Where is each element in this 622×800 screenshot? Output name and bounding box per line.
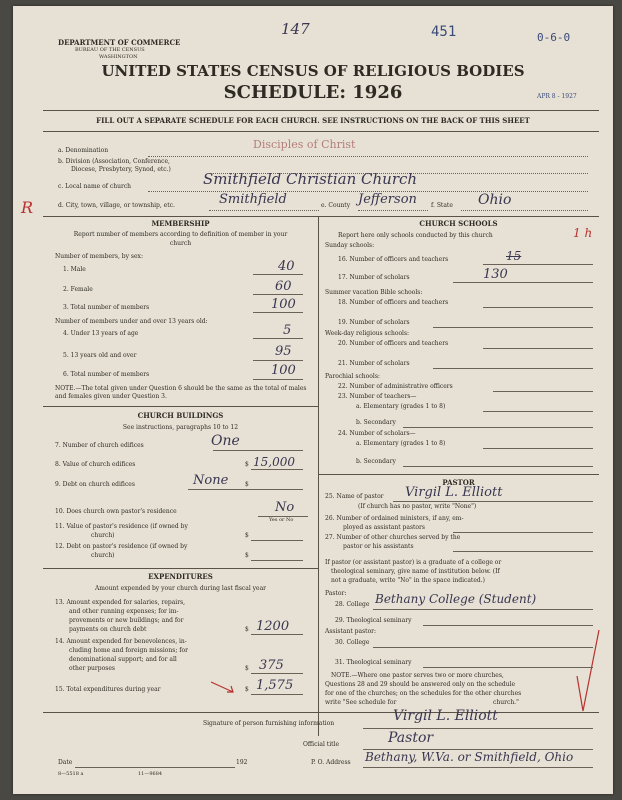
q13-label-3: provements or new buildings; and for	[69, 617, 184, 624]
county-label: e. County	[321, 202, 351, 209]
date-year: 192	[236, 759, 248, 766]
q9-dollar: $	[245, 481, 249, 488]
q14-label-3: denominational support; and for all	[69, 656, 177, 663]
census-schedule-page	[13, 6, 613, 794]
state-label: f. State	[431, 202, 453, 209]
q3-label: 3. Total number of members	[63, 304, 150, 311]
church-name-value: Smithfield Christian Church	[203, 170, 418, 188]
q16-value: 15	[506, 249, 522, 263]
q20-label: 20. Number of officers and teachers	[338, 340, 449, 347]
q13-label: 13. Amount expended for salaries, repairs,	[55, 599, 186, 606]
q2-label: 2. Female	[63, 286, 93, 293]
po-address-value: Bethany, W.Va. or Smithfield, Ohio	[365, 750, 574, 764]
q27-label: 27. Number of other churches served by the	[325, 534, 461, 541]
q3-value: 100	[271, 297, 296, 312]
vacation-schools-label: Summer vacation Bible schools:	[325, 289, 423, 296]
q24b-label: b. Secondary	[356, 458, 396, 465]
q8-value: 15,000	[253, 455, 295, 469]
city-value: Smithfield	[219, 192, 287, 207]
q26-label: 26. Number of ordained ministers, if any, em-	[325, 515, 464, 522]
weekday-schools-label: Week-day religious schools:	[325, 330, 410, 337]
q8-label: 8. Value of church edifices	[55, 461, 136, 468]
q28-label: 28. College	[335, 601, 370, 608]
signature-value: Virgil L. Elliott	[393, 708, 498, 724]
q12-label-2: church)	[91, 552, 115, 559]
q11-dollar: $	[245, 532, 249, 539]
city-label: WASHINGTON	[99, 54, 138, 60]
buildings-title: CHURCH BUILDINGS	[137, 411, 224, 420]
buildings-sub: See instructions, paragraphs 10 to 12	[122, 424, 239, 431]
q21-label: 21. Number of scholars	[338, 360, 410, 367]
q9-value: None	[193, 473, 229, 488]
q5-label: 5. 13 years old and over	[63, 352, 137, 359]
q30-label: 30. College	[335, 639, 370, 646]
q25-value: Virgil L. Elliott	[405, 485, 503, 500]
pastor-sub-label: Pastor:	[325, 590, 347, 597]
q11-label-2: church)	[91, 532, 115, 539]
schools-title: CHURCH SCHOOLS	[419, 219, 498, 228]
q12-dollar: $	[245, 552, 249, 559]
q18-label: 18. Number of officers and teachers	[338, 299, 449, 306]
print-code: 11—9684	[138, 771, 163, 777]
pastor-note-2: Questions 28 and 29 should be answered only on the schedule	[325, 681, 516, 688]
under-over-label: Number of members under and over 13 years old:	[55, 318, 208, 325]
church-name-label: c. Local name of church	[58, 183, 132, 190]
q8-dollar: $	[245, 461, 249, 468]
q14-value: 375	[259, 658, 284, 673]
red-arrow-mark	[209, 678, 239, 696]
grad-instruction-3: not a graduate, write "No" in the space indicated.)	[331, 577, 485, 584]
sunday-schools-label: Sunday schools:	[325, 242, 375, 249]
parochial-schools-label: Parochial schools:	[325, 373, 380, 380]
q1-label: 1. Male	[63, 266, 86, 273]
margin-r-mark: R	[21, 198, 34, 217]
division-label: b. Division (Association, Conference,	[58, 158, 170, 165]
by-sex-label: Number of members, by sex:	[55, 253, 143, 260]
date-label: Date	[58, 759, 73, 766]
division-label-2: Diocese, Presbytery, Synod, etc.)	[71, 166, 171, 173]
q16-label: 16. Number of officers and teachers	[338, 256, 449, 263]
assistant-pastor-label: Assistant pastor:	[325, 628, 377, 635]
q13-value: 1200	[256, 619, 290, 634]
q13-dollar: $	[245, 626, 249, 633]
q23a-label: a. Elementary (grades 1 to 8)	[356, 403, 446, 410]
q28-value: Bethany College (Student)	[375, 592, 537, 606]
q22-label: 22. Number of administrative officers	[338, 383, 453, 390]
bureau-label: BUREAU OF THE CENSUS	[75, 47, 145, 53]
denomination-value: Disciples of Christ	[253, 138, 356, 151]
code-number: 0-6-0	[537, 31, 571, 44]
serial-number: 451	[431, 24, 457, 40]
q15-value: 1,575	[256, 678, 294, 693]
q15-dollar: $	[245, 686, 249, 693]
membership-note: NOTE.—The total given under Question 6 should be the same as the total of males and females given under Question 3.	[55, 385, 307, 400]
q14-label-4: other purposes	[69, 665, 115, 672]
q25-label: 25. Name of pastor	[325, 493, 384, 500]
q5-value: 95	[275, 344, 292, 359]
grad-instruction: If pastor (or assistant pastor) is a graduate of a college or	[325, 559, 502, 566]
membership-title: MEMBERSHIP	[151, 219, 210, 228]
stamp-number: 147	[281, 20, 310, 38]
q27-label-2: pastor or his assistants	[343, 543, 414, 550]
q9-label: 9. Debt on church edifices	[55, 481, 135, 488]
signature-label: Signature of person furnishing information	[203, 720, 335, 727]
q14-dollar: $	[245, 665, 249, 672]
q26-label-2: ployed as assistant pastors	[343, 524, 425, 531]
pastor-note-4: write "See schedule for	[325, 699, 397, 706]
q1-value: 40	[278, 259, 295, 274]
q19-label: 19. Number of scholars	[338, 319, 410, 326]
q17-value: 130	[483, 267, 508, 282]
q23-label: 23. Number of teachers—	[338, 393, 417, 400]
q6-value: 100	[271, 363, 296, 378]
expenditures-sub: Amount expended by your church during last fiscal year	[94, 585, 267, 592]
expenditures-title: EXPENDITURES	[148, 572, 213, 581]
q12-label: 12. Debt on pastor's residence (if owned by	[55, 543, 188, 550]
q6-label: 6. Total number of members	[63, 371, 150, 378]
q24a-label: a. Elementary (grades 1 to 8)	[356, 440, 446, 447]
q25-hint: (If church has no pastor, write "None")	[358, 503, 477, 510]
schools-red-note: 1 h	[573, 226, 593, 240]
q7-value: One	[211, 433, 240, 449]
official-title-value: Pastor	[388, 730, 434, 746]
q29-label: 29. Theological seminary	[335, 617, 412, 624]
q7-label: 7. Number of church edifices	[55, 442, 144, 449]
q4-label: 4. Under 13 years of age	[63, 330, 139, 337]
denomination-label: a. Denomination	[58, 147, 109, 154]
q23b-label: b. Secondary	[356, 419, 396, 426]
pastor-note-3: for one of the churches; on the schedules for the other churches	[325, 690, 522, 697]
pastor-note-5: church."	[493, 699, 519, 706]
grad-instruction-2: theological seminary, give name of institution below. (If	[331, 568, 500, 575]
schools-intro: Report here only schools conducted by this church	[338, 232, 493, 239]
form-title: UNITED STATES CENSUS OF RELIGIOUS BODIES	[101, 62, 525, 80]
state-value: Ohio	[478, 192, 512, 208]
q31-label: 31. Theological seminary	[335, 659, 412, 666]
red-check-mark	[573, 626, 603, 716]
q15-label: 15. Total expenditures during year	[55, 686, 161, 693]
q4-value: 5	[283, 323, 292, 338]
official-title-label: Official title	[303, 741, 339, 748]
city-label: d. City, town, village, or township, etc.	[58, 202, 175, 209]
q14-label: 14. Amount expended for benevolences, in-	[55, 638, 187, 645]
q11-label: 11. Value of pastor's residence (if owned by	[55, 523, 188, 530]
q2-value: 60	[275, 279, 292, 294]
pastor-title: PASTOR	[442, 478, 475, 487]
form-number: 8—5518 a	[58, 771, 84, 777]
q13-label-4: payments on church debt	[69, 626, 147, 633]
q14-label-2: cluding home and foreign missions; for	[69, 647, 188, 654]
membership-intro: Report number of members according to definition of member in your church	[73, 231, 288, 247]
received-date-stamp: APR 8 - 1927	[537, 93, 577, 100]
schedule-title: SCHEDULE: 1926	[223, 82, 403, 103]
yes-no-hint: Yes or No	[269, 517, 294, 523]
po-address-label: P. O. Address	[311, 759, 351, 766]
q24-label: 24. Number of scholars—	[338, 430, 416, 437]
county-value: Jefferson	[358, 192, 417, 207]
q17-label: 17. Number of scholars	[338, 274, 410, 281]
pastor-note: NOTE.—Where one pastor serves two or more churches,	[331, 672, 504, 679]
q10-value: No	[275, 500, 295, 515]
q13-label-2: and other running expenses; for im-	[69, 608, 179, 615]
department-label: DEPARTMENT OF COMMERCE	[58, 38, 181, 47]
q10-label: 10. Does church own pastor's residence	[55, 508, 177, 515]
instructions-line: FILL OUT A SEPARATE SCHEDULE FOR EACH CHURCH. SEE INSTRUCTIONS ON THE BACK OF THIS SHEET	[96, 116, 530, 125]
